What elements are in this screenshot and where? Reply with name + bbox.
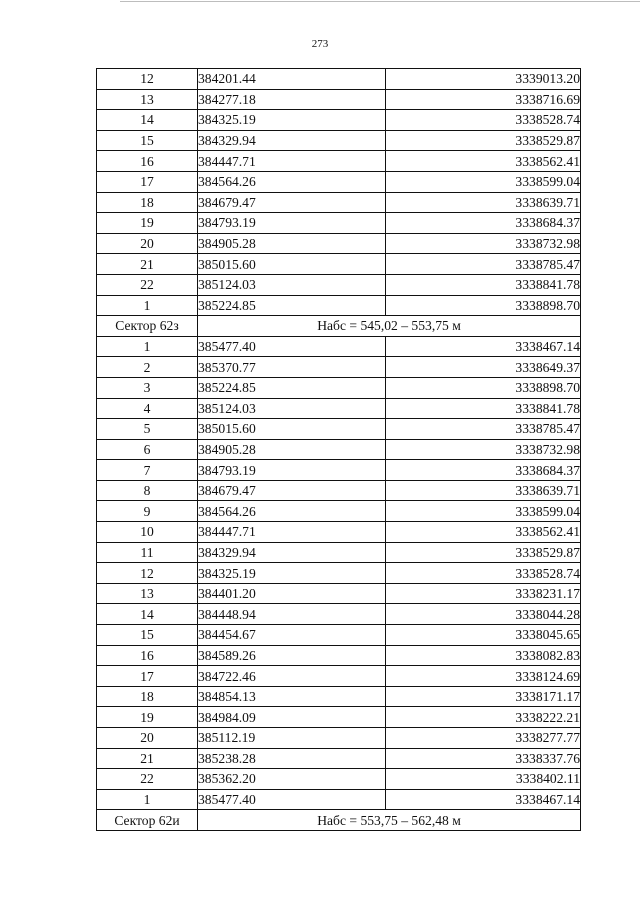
- point-number-cell: 1: [97, 295, 198, 316]
- y-coordinate-cell: 3338082.83: [386, 645, 581, 666]
- x-coordinate-cell: 384401.20: [198, 583, 386, 604]
- table-row: [97, 542, 581, 563]
- x-coordinate-cell: 384793.19: [198, 213, 386, 234]
- coordinates-table: [96, 68, 581, 831]
- x-coordinate-cell: 384679.47: [198, 480, 386, 501]
- x-coordinate-cell: 384793.19: [198, 460, 386, 481]
- table-row: [97, 419, 581, 440]
- table-row: [97, 130, 581, 151]
- point-number-cell: 1: [97, 789, 198, 810]
- x-coordinate-cell: 385124.03: [198, 398, 386, 419]
- x-coordinate-cell: 384679.47: [198, 192, 386, 213]
- table-row: [97, 604, 581, 625]
- table-row: [97, 171, 581, 192]
- table-row: [97, 728, 581, 749]
- point-number-cell: 20: [97, 233, 198, 254]
- table-row: [97, 110, 581, 131]
- table-row: [97, 439, 581, 460]
- x-coordinate-cell: 384325.19: [198, 563, 386, 584]
- point-number-cell: 9: [97, 501, 198, 522]
- x-coordinate-cell: 384454.67: [198, 625, 386, 646]
- point-number-cell: 1: [97, 336, 198, 357]
- sector-height-range: Набс = 545,02 – 553,75 м: [198, 316, 581, 337]
- point-number-cell: 2: [97, 357, 198, 378]
- point-number-cell: 8: [97, 480, 198, 501]
- x-coordinate-cell: 384448.94: [198, 604, 386, 625]
- y-coordinate-cell: 3338639.71: [386, 480, 581, 501]
- x-coordinate-cell: 384329.94: [198, 130, 386, 151]
- table-row: [97, 274, 581, 295]
- y-coordinate-cell: 3338045.65: [386, 625, 581, 646]
- sector-label: Сектор 62и: [97, 810, 198, 831]
- table-row: [97, 151, 581, 172]
- point-number-cell: 18: [97, 192, 198, 213]
- table-row: [97, 69, 581, 90]
- table-row: [97, 501, 581, 522]
- point-number-cell: 4: [97, 398, 198, 419]
- x-coordinate-cell: 384722.46: [198, 666, 386, 687]
- point-number-cell: 19: [97, 213, 198, 234]
- y-coordinate-cell: 3338529.87: [386, 130, 581, 151]
- point-number-cell: 17: [97, 666, 198, 687]
- y-coordinate-cell: 3338639.71: [386, 192, 581, 213]
- table-row: [97, 254, 581, 275]
- y-coordinate-cell: 3338562.41: [386, 522, 581, 543]
- x-coordinate-cell: 384277.18: [198, 89, 386, 110]
- point-number-cell: 21: [97, 254, 198, 275]
- y-coordinate-cell: 3338402.11: [386, 769, 581, 790]
- x-coordinate-cell: 385477.40: [198, 336, 386, 357]
- y-coordinate-cell: 3338599.04: [386, 171, 581, 192]
- x-coordinate-cell: 384984.09: [198, 707, 386, 728]
- point-number-cell: 11: [97, 542, 198, 563]
- table-row: [97, 563, 581, 584]
- top-rule: [120, 1, 640, 2]
- y-coordinate-cell: 3338231.17: [386, 583, 581, 604]
- y-coordinate-cell: 3338898.70: [386, 377, 581, 398]
- table-row: [97, 625, 581, 646]
- y-coordinate-cell: 3338684.37: [386, 460, 581, 481]
- x-coordinate-cell: 384854.13: [198, 686, 386, 707]
- point-number-cell: 16: [97, 151, 198, 172]
- sector-header-row: [97, 810, 581, 831]
- table-row: [97, 233, 581, 254]
- table-row: [97, 480, 581, 501]
- sector-header-row: [97, 316, 581, 337]
- x-coordinate-cell: 384589.26: [198, 645, 386, 666]
- table-row: [97, 748, 581, 769]
- sector-label: Сектор 62з: [97, 316, 198, 337]
- point-number-cell: 22: [97, 769, 198, 790]
- y-coordinate-cell: 3338222.21: [386, 707, 581, 728]
- x-coordinate-cell: 384201.44: [198, 69, 386, 90]
- y-coordinate-cell: 3339013.20: [386, 69, 581, 90]
- sector-height-range: Набс = 553,75 – 562,48 м: [198, 810, 581, 831]
- y-coordinate-cell: 3338337.76: [386, 748, 581, 769]
- x-coordinate-cell: 384564.26: [198, 501, 386, 522]
- table-row: [97, 666, 581, 687]
- table-row: [97, 769, 581, 790]
- x-coordinate-cell: 384905.28: [198, 233, 386, 254]
- x-coordinate-cell: 384447.71: [198, 151, 386, 172]
- point-number-cell: 13: [97, 583, 198, 604]
- x-coordinate-cell: 385477.40: [198, 789, 386, 810]
- y-coordinate-cell: 3338124.69: [386, 666, 581, 687]
- point-number-cell: 15: [97, 625, 198, 646]
- y-coordinate-cell: 3338044.28: [386, 604, 581, 625]
- x-coordinate-cell: 385015.60: [198, 419, 386, 440]
- x-coordinate-cell: 385224.85: [198, 377, 386, 398]
- page-number: 273: [311, 38, 329, 50]
- point-number-cell: 14: [97, 110, 198, 131]
- y-coordinate-cell: 3338684.37: [386, 213, 581, 234]
- point-number-cell: 22: [97, 274, 198, 295]
- y-coordinate-cell: 3338841.78: [386, 398, 581, 419]
- x-coordinate-cell: 385362.20: [198, 769, 386, 790]
- table-row: [97, 686, 581, 707]
- y-coordinate-cell: 3338898.70: [386, 295, 581, 316]
- y-coordinate-cell: 3338841.78: [386, 274, 581, 295]
- point-number-cell: 17: [97, 171, 198, 192]
- point-number-cell: 16: [97, 645, 198, 666]
- table-row: [97, 357, 581, 378]
- table-row: [97, 295, 581, 316]
- point-number-cell: 20: [97, 728, 198, 749]
- point-number-cell: 6: [97, 439, 198, 460]
- y-coordinate-cell: 3338467.14: [386, 789, 581, 810]
- table-row: [97, 645, 581, 666]
- y-coordinate-cell: 3338171.17: [386, 686, 581, 707]
- x-coordinate-cell: 384329.94: [198, 542, 386, 563]
- table-row: [97, 377, 581, 398]
- y-coordinate-cell: 3338785.47: [386, 419, 581, 440]
- x-coordinate-cell: 385238.28: [198, 748, 386, 769]
- y-coordinate-cell: 3338732.98: [386, 439, 581, 460]
- y-coordinate-cell: 3338467.14: [386, 336, 581, 357]
- y-coordinate-cell: 3338599.04: [386, 501, 581, 522]
- x-coordinate-cell: 385224.85: [198, 295, 386, 316]
- x-coordinate-cell: 385124.03: [198, 274, 386, 295]
- point-number-cell: 19: [97, 707, 198, 728]
- point-number-cell: 10: [97, 522, 198, 543]
- y-coordinate-cell: 3338562.41: [386, 151, 581, 172]
- y-coordinate-cell: 3338528.74: [386, 110, 581, 131]
- point-number-cell: 13: [97, 89, 198, 110]
- y-coordinate-cell: 3338649.37: [386, 357, 581, 378]
- point-number-cell: 15: [97, 130, 198, 151]
- x-coordinate-cell: 384905.28: [198, 439, 386, 460]
- y-coordinate-cell: 3338529.87: [386, 542, 581, 563]
- table-row: [97, 192, 581, 213]
- point-number-cell: 18: [97, 686, 198, 707]
- point-number-cell: 12: [97, 563, 198, 584]
- y-coordinate-cell: 3338785.47: [386, 254, 581, 275]
- x-coordinate-cell: 384447.71: [198, 522, 386, 543]
- table-row: [97, 789, 581, 810]
- x-coordinate-cell: 385112.19: [198, 728, 386, 749]
- point-number-cell: 5: [97, 419, 198, 440]
- x-coordinate-cell: 385370.77: [198, 357, 386, 378]
- point-number-cell: 7: [97, 460, 198, 481]
- y-coordinate-cell: 3338732.98: [386, 233, 581, 254]
- table-row: [97, 707, 581, 728]
- x-coordinate-cell: 384564.26: [198, 171, 386, 192]
- table-row: [97, 89, 581, 110]
- point-number-cell: 12: [97, 69, 198, 90]
- y-coordinate-cell: 3338716.69: [386, 89, 581, 110]
- point-number-cell: 14: [97, 604, 198, 625]
- table-row: [97, 522, 581, 543]
- table-row: [97, 398, 581, 419]
- table-row: [97, 336, 581, 357]
- x-coordinate-cell: 385015.60: [198, 254, 386, 275]
- point-number-cell: 21: [97, 748, 198, 769]
- y-coordinate-cell: 3338277.77: [386, 728, 581, 749]
- table-row: [97, 460, 581, 481]
- point-number-cell: 3: [97, 377, 198, 398]
- y-coordinate-cell: 3338528.74: [386, 563, 581, 584]
- x-coordinate-cell: 384325.19: [198, 110, 386, 131]
- table-row: [97, 583, 581, 604]
- table-row: [97, 213, 581, 234]
